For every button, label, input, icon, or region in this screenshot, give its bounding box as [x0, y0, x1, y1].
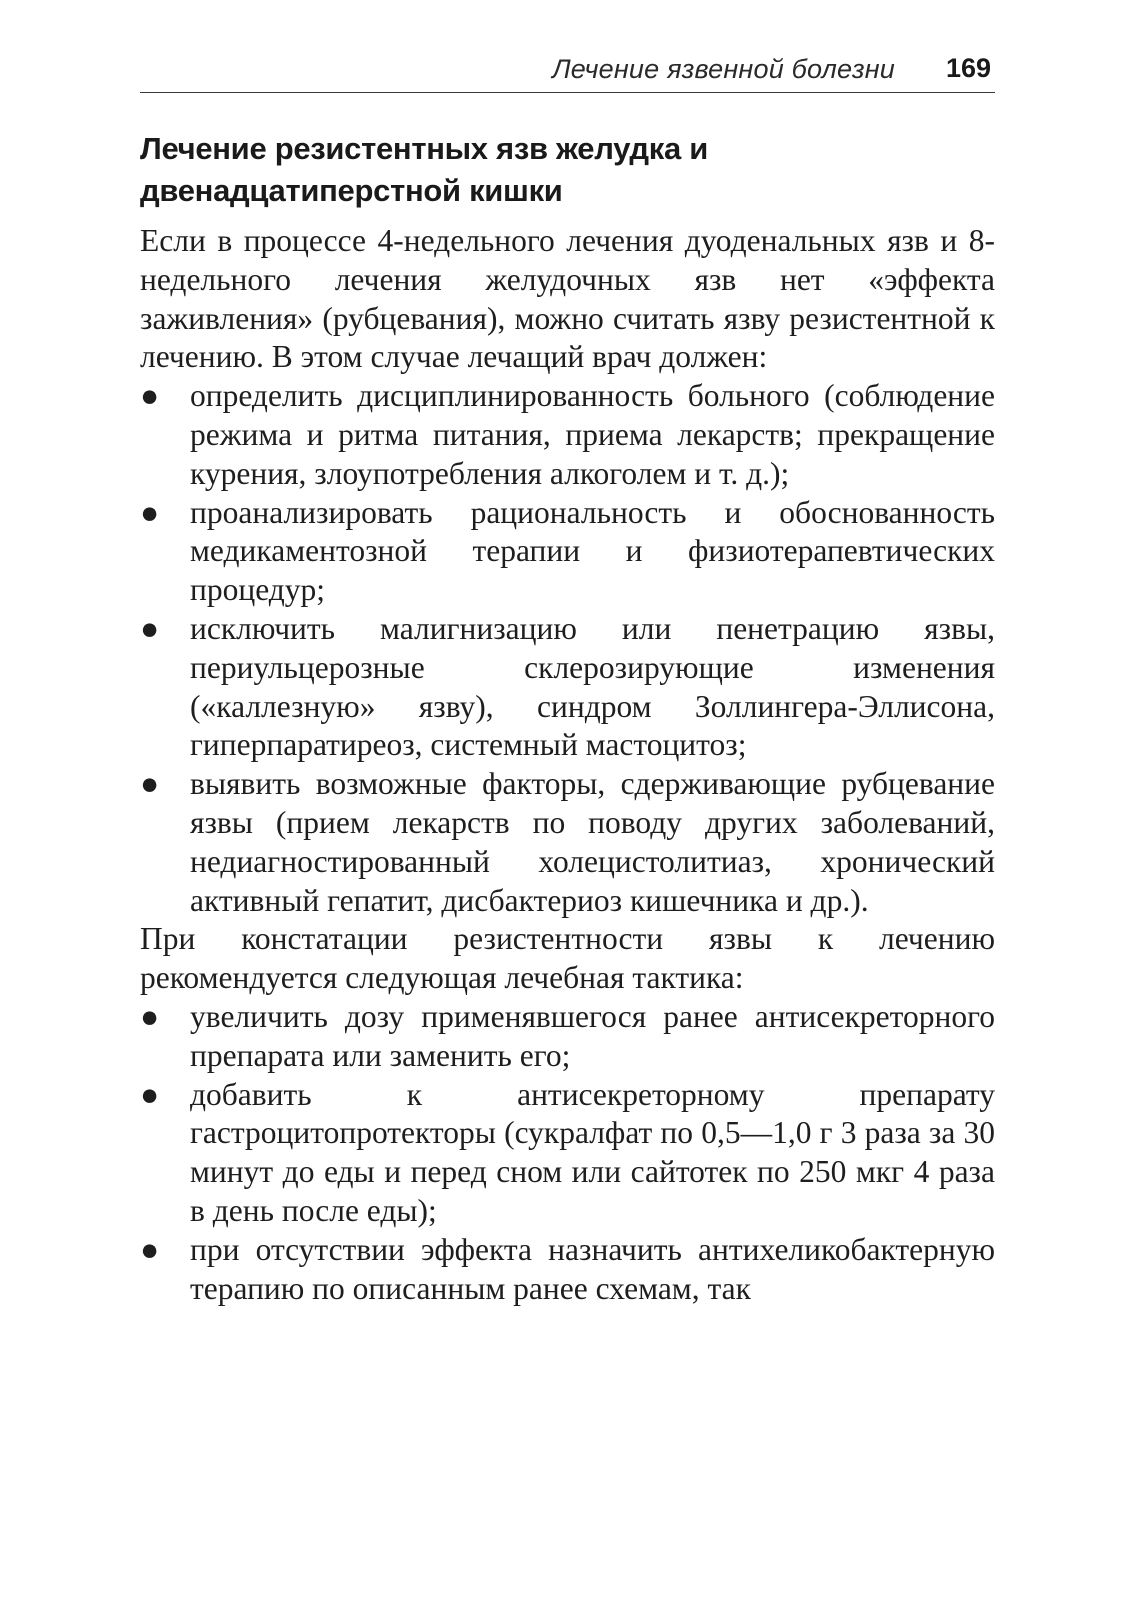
- list-item: [140, 494, 995, 610]
- bullet-icon: ●: [140, 494, 160, 530]
- physician-duties-list: [140, 377, 995, 920]
- bullet-icon: ●: [140, 1076, 160, 1112]
- list-item-text: выявить возможные факторы, сдерживающие рубцевание язвы (прием лекарств по поводу других заболеваний, недиагностированный холецистолитиаз, хронический активный гепатит, дисбактериоз кишечника и др.).: [190, 766, 995, 918]
- bullet-icon: ●: [140, 998, 160, 1034]
- bullet-icon: ●: [140, 610, 160, 646]
- body-text: [140, 222, 995, 1308]
- page-number: 169: [945, 53, 991, 83]
- list-item-text: исключить малигнизацию или пенетрацию язвы, периульцерозные склерозирующие изменения («каллезную» язву), синдром Золлингера-Эллисона, гиперпаратиреоз, системный мастоцитоз;: [190, 610, 995, 763]
- bullet-icon: ●: [140, 766, 160, 802]
- intro-paragraph: Если в процессе 4-недельного лечения дуоденальных язв и 8-недельного лечения желудочных язв нет «эффекта заживления» (рубцевания), можно считать язву резистентной к лечению. В этом случае лечащий врач должен:: [140, 223, 995, 375]
- list-item-text: увеличить дозу применявшегося ранее антисекреторного препарата или заменить его;: [190, 998, 995, 1073]
- tactics-list: [140, 998, 995, 1308]
- list-item-text: проанализировать рациональность и обоснованность медикаментозной терапии и физиотерапевтических процедур;: [190, 494, 995, 608]
- list-item-text: при отсутствии эффекта назначить антихеликобактерную терапию по описанным ранее схемам, так: [190, 1231, 995, 1306]
- tactics-paragraph: При констатации резистентности язвы к лечению рекомендуется следующая лечебная тактика:: [140, 921, 995, 996]
- list-item: [140, 998, 995, 1076]
- bullet-icon: ●: [140, 378, 160, 414]
- list-item-text: определить дисциплинированность больного (соблюдение режима и ритма питания, приема лекарств; прекращение курения, злоупотребления алкоголем и т. д.);: [190, 378, 995, 491]
- list-item: [140, 1076, 995, 1231]
- bullet-icon: ●: [140, 1231, 160, 1267]
- list-item: [140, 1231, 995, 1309]
- list-item: [140, 610, 995, 765]
- list-item: [140, 765, 995, 920]
- book-page: [140, 0, 995, 1600]
- section-title: Лечение резистентных язв желудка и двенадцатиперстной кишки: [140, 131, 708, 208]
- list-item-text: добавить к антисекреторному препарату гастроцитопротекторы (сукралфат по 0,5—1,0 г 3 раза за 30 минут до еды и перед сном или сайтотек по 250 мкг 4 раза в день после еды);: [190, 1076, 995, 1228]
- list-item: [140, 377, 995, 493]
- running-title: Лечение язвенной болезни: [552, 54, 895, 84]
- running-header: [140, 52, 995, 93]
